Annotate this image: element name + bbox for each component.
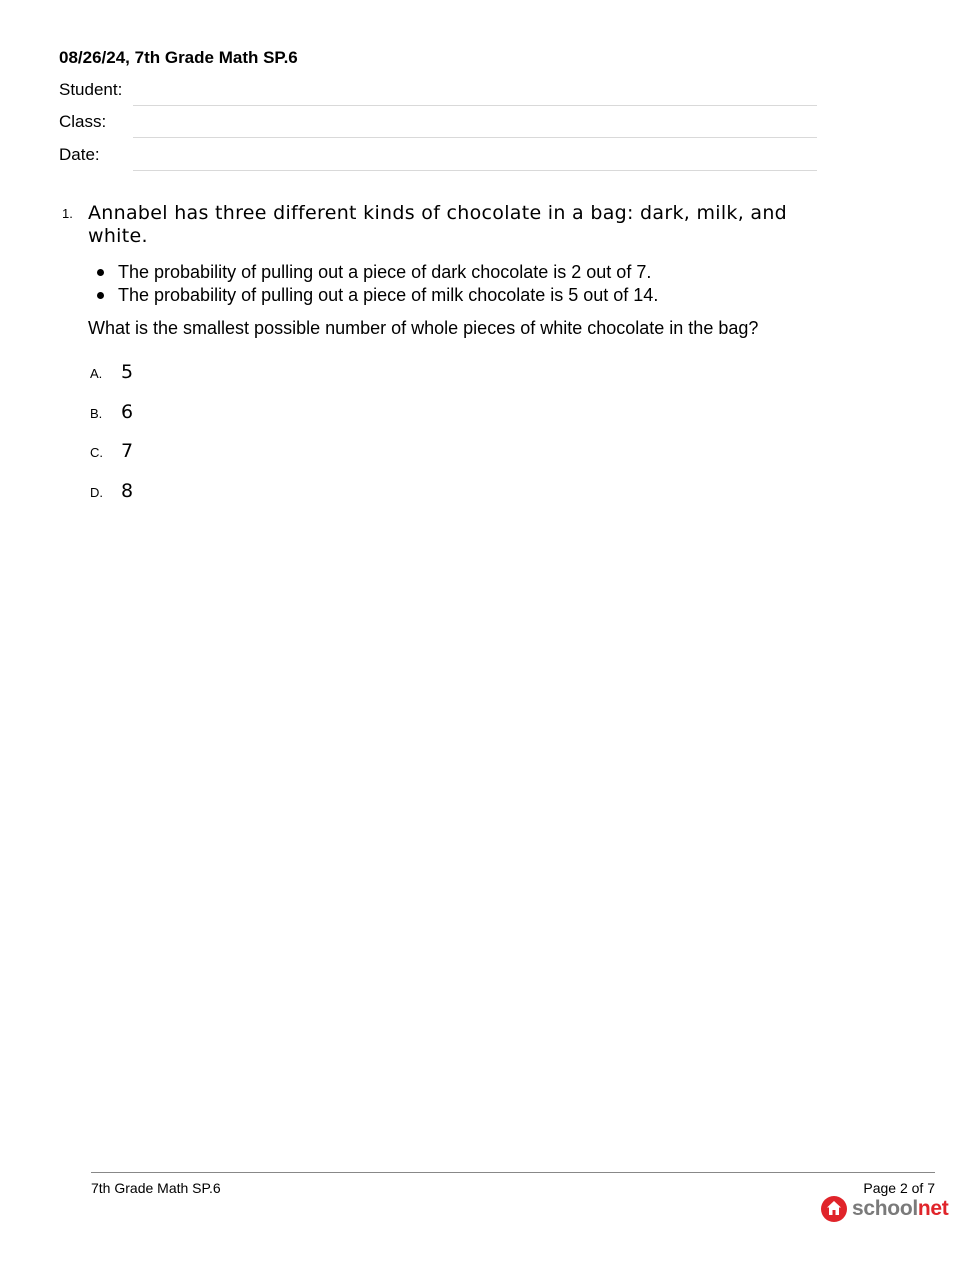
- logo-text-net: net: [917, 1197, 949, 1220]
- question-prompt: What is the smallest possible number of whole pieces of white chocolate in the bag?: [88, 318, 759, 338]
- logo-text-school: school: [852, 1197, 918, 1220]
- student-label: Student:: [59, 80, 123, 99]
- choice-value: 5: [121, 361, 134, 383]
- student-line: [133, 105, 817, 106]
- choice-letter: C.: [90, 445, 103, 460]
- date-line: [133, 170, 817, 171]
- schoolnet-logo: [820, 1194, 949, 1224]
- house-icon: [820, 1195, 848, 1223]
- class-line: [133, 137, 817, 138]
- question-stem: Annabel has three different kinds of chocolate in a bag: dark, milk, and white.: [88, 202, 788, 247]
- bullet-icon: [97, 269, 104, 276]
- bullet-list: [95, 261, 658, 307]
- choice-letter: A.: [90, 366, 103, 381]
- choice-value: 8: [121, 480, 134, 502]
- date-label: Date:: [59, 145, 100, 164]
- class-label: Class:: [59, 112, 107, 131]
- choice-value: 6: [121, 401, 134, 423]
- footer-title: 7th Grade Math SP.6: [91, 1180, 221, 1196]
- choice-letter: B.: [90, 406, 103, 421]
- page-number: Page 2 of 7: [863, 1180, 935, 1196]
- list-item: [95, 284, 658, 307]
- list-item: [95, 261, 658, 284]
- choice-letter: D.: [90, 485, 103, 500]
- footer-divider: [91, 1172, 935, 1173]
- bullet-icon: [97, 292, 104, 299]
- question-number: 1.: [62, 206, 73, 221]
- bullet-text: The probability of pulling out a piece of dark chocolate is 2 out of 7.: [118, 262, 652, 282]
- logo-text: [852, 1197, 949, 1221]
- bullet-text: The probability of pulling out a piece of milk chocolate is 5 out of 14.: [118, 285, 659, 305]
- choice-value: 7: [121, 440, 134, 462]
- page-title: 08/26/24, 7th Grade Math SP.6: [59, 48, 298, 67]
